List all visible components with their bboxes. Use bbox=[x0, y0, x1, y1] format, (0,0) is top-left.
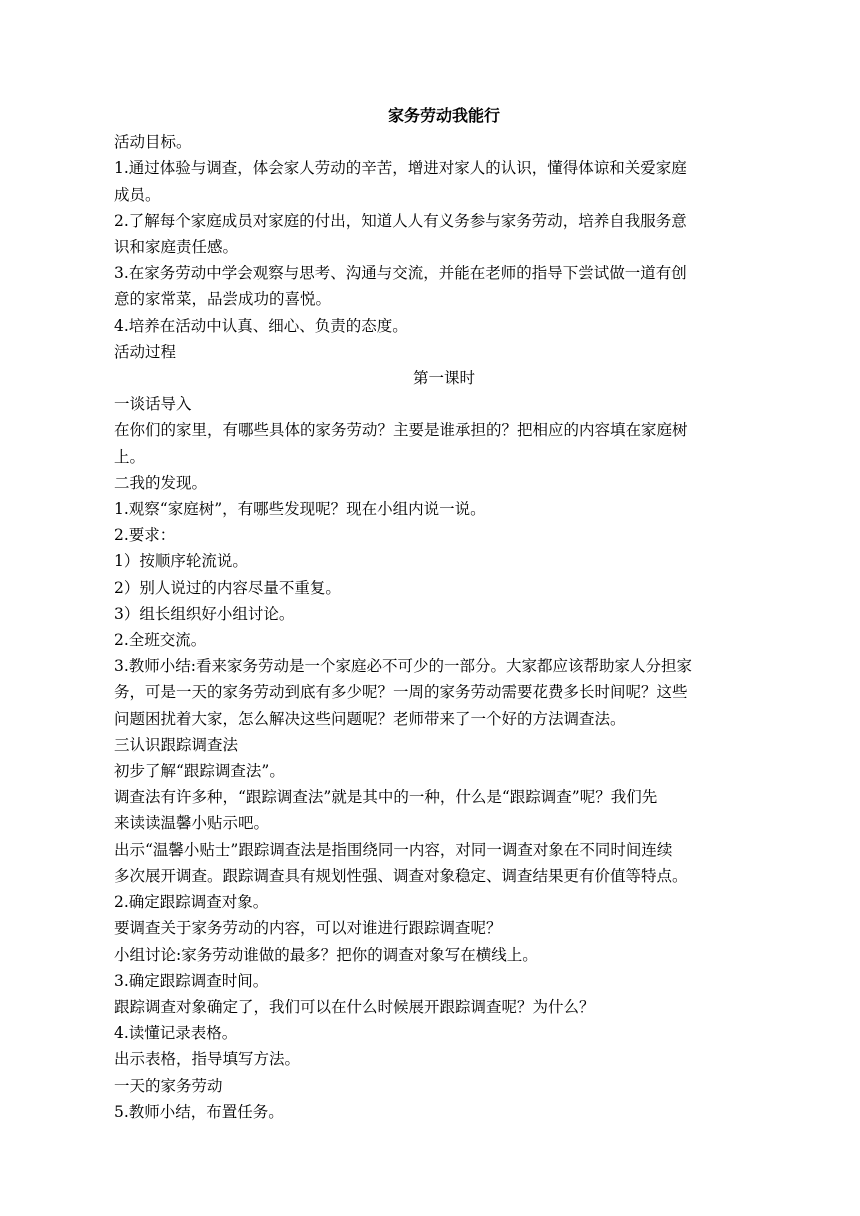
paragraph-line: 识和家庭责任感。 bbox=[114, 238, 239, 257]
paragraph-line: 意的家常菜，品尝成功的喜悦。 bbox=[114, 290, 332, 309]
paragraph-line: 一天的家务劳动 bbox=[114, 1076, 223, 1095]
paragraph-line: 1）按顺序轮流说。 bbox=[114, 552, 248, 571]
paragraph-line: 5.教师小结，布置任务。 bbox=[114, 1102, 284, 1121]
section-heading: 一谈话导入 bbox=[114, 395, 192, 414]
paragraph-line: 小组讨论:家务劳动谁做的最多？把你的调查对象写在横线上。 bbox=[114, 945, 538, 964]
paragraph-line: 务，可是一天的家务劳动到底有多少呢？一周的家务劳动需要花费多长时间呢？这些 bbox=[114, 683, 688, 702]
paragraph-line: 3）组长组织好小组讨论。 bbox=[114, 604, 295, 623]
paragraph-line: 多次展开调查。跟踪调查具有规划性强、调查对象稳定、调查结果更有价值等特点。 bbox=[114, 866, 688, 885]
paragraph-line: 在你们的家里，有哪些具体的家务劳动？主要是谁承担的？把相应的内容填在家庭树 bbox=[114, 421, 688, 440]
paragraph-line: 要调查关于家务劳动的内容，可以对谁进行跟踪调查呢？ bbox=[114, 919, 502, 938]
paragraph-line: 2.要求： bbox=[114, 526, 176, 545]
paragraph-line: 初步了解“跟踪调查法”。 bbox=[114, 762, 285, 781]
paragraph-line: 成员。 bbox=[114, 185, 161, 204]
paragraph-line: 2）别人说过的内容尽量不重复。 bbox=[114, 578, 341, 597]
paragraph-line: 4.培养在活动中认真、细心、负责的态度。 bbox=[114, 316, 408, 335]
paragraph-line: 3.确定跟踪调查时间。 bbox=[114, 971, 269, 990]
paragraph-line: 出示“温馨小贴士”跟踪调查法是指围绕同一内容，对同一调查对象在不同时间连续 bbox=[114, 840, 673, 859]
document-title: 家务劳动我能行 bbox=[387, 106, 500, 125]
paragraph-line: 调查法有许多种，“跟踪调查法”就是其中的一种，什么是“跟踪调查”呢？我们先 bbox=[114, 788, 658, 807]
document-body bbox=[114, 103, 754, 1125]
section-heading: 活动过程 bbox=[114, 342, 177, 361]
section-heading: 三认识跟踪调查法 bbox=[114, 735, 239, 754]
paragraph-line: 4.读懂记录表格。 bbox=[114, 1024, 238, 1043]
paragraph-line: 2.了解每个家庭成员对家庭的付出，知道人人有义务参与家务劳动，培养自我服务意 bbox=[114, 211, 687, 230]
section-heading: 活动目标。 bbox=[114, 133, 192, 152]
paragraph-line: 3.在家务劳动中学会观察与思考、沟通与交流，并能在老师的指导下尝试做一道有创 bbox=[114, 264, 687, 283]
paragraph-line: 问题困扰着大家，怎么解决这些问题呢？老师带来了一个好的方法调查法。 bbox=[114, 709, 626, 728]
paragraph-line: 来读读温馨小贴示吧。 bbox=[114, 814, 270, 833]
paragraph-line: 上。 bbox=[114, 447, 146, 466]
paragraph-line: 1.观察“家庭树”，有哪些发现呢？现在小组内说一说。 bbox=[114, 500, 486, 519]
lesson-heading: 第一课时 bbox=[412, 369, 475, 388]
section-heading: 二我的发现。 bbox=[114, 473, 208, 492]
paragraph-line: 3.教师小结:看来家务劳动是一个家庭必不可少的一部分。大家都应该帮助家人分担家 bbox=[114, 657, 693, 676]
paragraph-line: 2.确定跟踪调查对象。 bbox=[114, 893, 269, 912]
paragraph-line: 2.全班交流。 bbox=[114, 631, 207, 650]
paragraph-line: 出示表格，指导填写方法。 bbox=[114, 1050, 301, 1069]
paragraph-line: 跟踪调查对象确定了，我们可以在什么时候展开跟踪调查呢？为什么？ bbox=[114, 997, 595, 1016]
paragraph-line: 1.通过体验与调查，体会家人劳动的辛苦，增进对家人的认识，懂得体谅和关爱家庭 bbox=[114, 159, 687, 178]
